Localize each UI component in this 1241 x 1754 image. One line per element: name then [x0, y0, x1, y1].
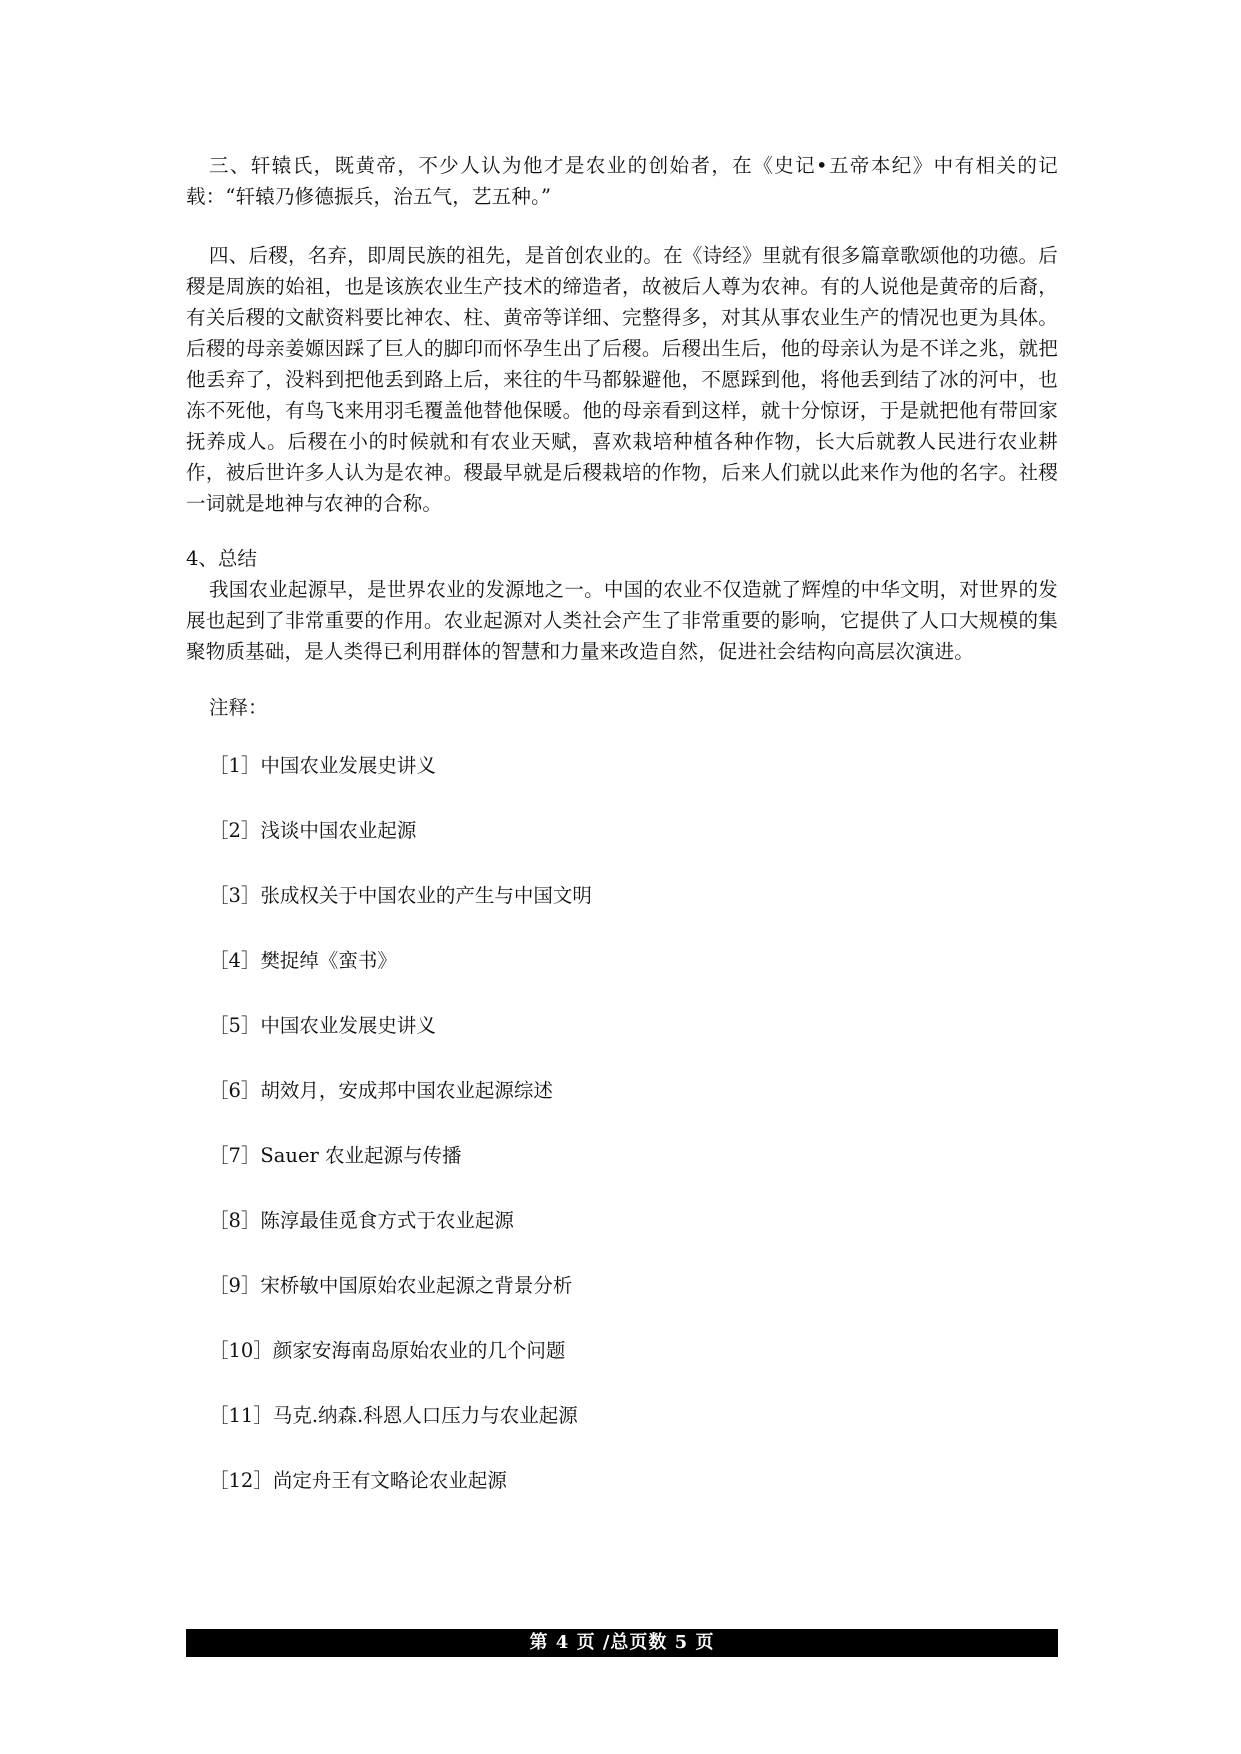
reference-item: ［3］张成权关于中国农业的产生与中国文明	[209, 884, 592, 907]
reference-item: ［2］浅谈中国农业起源	[209, 819, 417, 842]
reference-item: ［12］尚定舟王有文略论农业起源	[209, 1469, 507, 1492]
reference-item: ［6］胡效月，安成邦中国农业起源综述	[209, 1079, 553, 1102]
reference-list	[186, 750, 1058, 1530]
paragraph-section-four: 四、后稷，名弃，即周民族的祖先，是首创农业的。在《诗经》里就有很多篇章歌颂他的功德。后稷是周族的始祖，也是该族农业生产技术的缔造者，故被后人尊为农神。有的人说他是黄帝的后裔，有关后稷的文献资料要比神农、柱、黄帝等详细、完整得多，对其从事农业生产的情况也更为具体。后稷的母亲姜嫄因踩了巨人的脚印而怀孕生出了后稷。后稷出生后，他的母亲认为是不详之兆，就把他丢弃了，没料到把他丢到路上后，来往的牛马都躲避他，不愿踩到他，将他丢到结了冰的河中，也冻不死他，有鸟飞来用羽毛覆盖他替他保暖。他的母亲看到这样，就十分惊讶，于是就把他有带回家抚养成人。后稷在小的时候就和有农业天赋，喜欢栽培种植各种作物，长大后就教人民进行农业耕作，被后世许多人认为是农神。稷最早就是后稷栽培的作物，后来人们就以此来作为他的名字。社稷一词就是地神与农神的合称。	[186, 244, 1058, 515]
reference-item: ［10］颜家安海南岛原始农业的几个问题	[209, 1339, 566, 1362]
reference-item: ［8］陈淳最佳觅食方式于农业起源	[209, 1209, 514, 1232]
summary-paragraph: 我国农业起源早，是世界农业的发源地之一。中国的农业不仅造就了辉煌的中华文明，对世界的发展也起到了非常重要的作用。农业起源对人类社会产生了非常重要的影响，它提供了人口大规模的集聚物质基础，是人类得已利用群体的智慧和力量来改造自然，促进社会结构向高层次演进。	[186, 578, 1058, 663]
page-footer-bar	[186, 1629, 1058, 1657]
reference-item: ［4］樊捉绰《蛮书》	[209, 949, 397, 972]
reference-item: ［7］Sauer 农业起源与传播	[209, 1144, 462, 1167]
reference-item: ［11］马克.纳森.科恩人口压力与农业起源	[209, 1404, 578, 1427]
summary-heading: 4、总结	[186, 547, 257, 570]
page-content	[186, 150, 1058, 1530]
page-number: 第 4 页 /总页数 5 页	[529, 1632, 715, 1653]
reference-item: ［5］中国农业发展史讲义	[209, 1014, 436, 1037]
notes-label: 注释：	[209, 696, 268, 719]
paragraph-section-three: 三、轩辕氏，既黄帝，不少人认为他才是农业的创始者，在《史记•五帝本纪》中有相关的记载：“轩辕乃修德振兵，治五气，艺五种。”	[186, 154, 1058, 208]
reference-item: ［1］中国农业发展史讲义	[209, 754, 436, 777]
reference-item: ［9］宋桥敏中国原始农业起源之背景分析	[209, 1274, 573, 1297]
